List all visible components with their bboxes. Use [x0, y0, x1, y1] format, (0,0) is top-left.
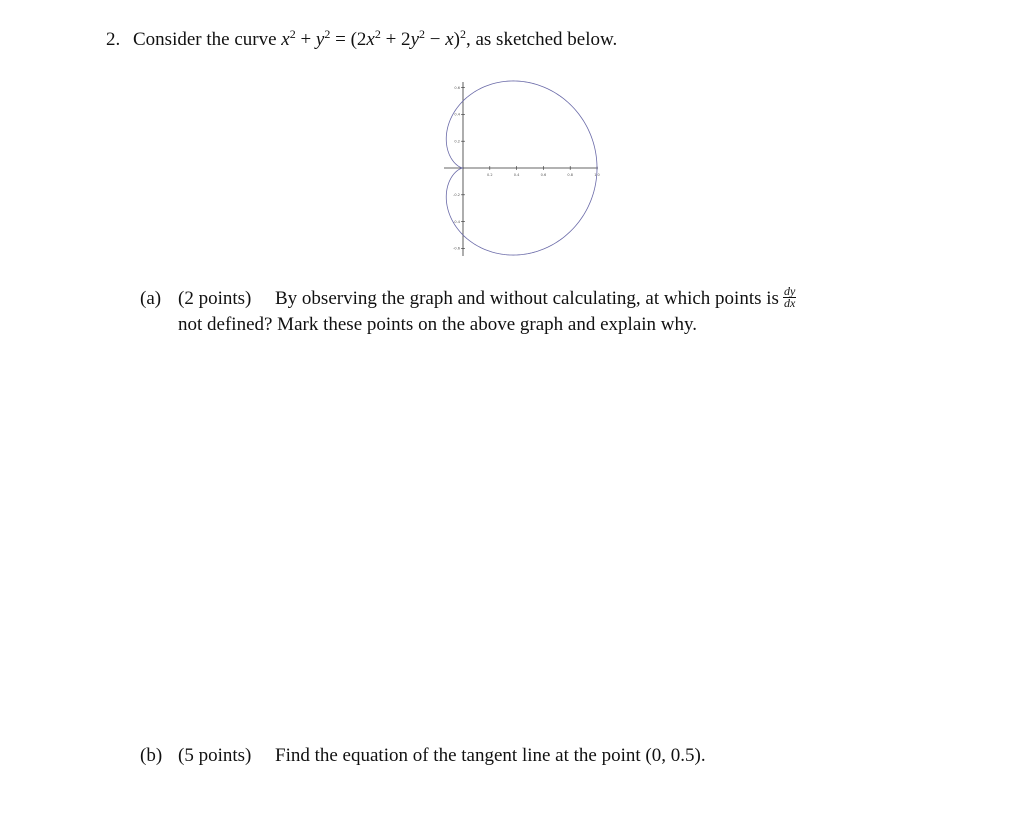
dy-dx-fraction	[783, 286, 796, 309]
part-a-points: (2 points)	[178, 288, 252, 309]
eq-lhs-y: y	[315, 29, 325, 50]
curve-graph	[430, 74, 620, 264]
eq-equals: =	[330, 29, 351, 50]
eq-lhs-exp1: 2	[289, 27, 296, 41]
eq-rhs-open: (2	[350, 29, 367, 50]
part-b-points: (5 points)	[178, 745, 252, 766]
y-tick-label: -0.4	[453, 219, 460, 224]
x-tick-label: 0.8	[567, 173, 573, 177]
part-a-question-line1	[275, 286, 796, 312]
x-tick-label: 0.4	[513, 173, 520, 177]
eq-rhs-exp2: 2	[419, 27, 425, 41]
part-a-line1-text: By observing the graph and without calculating, at which points is	[275, 288, 779, 309]
eq-rhs-exp1: 2	[374, 27, 381, 41]
eq-rhs-y: y	[410, 29, 419, 50]
problem-number: 2.	[106, 29, 121, 50]
eq-rhs-close: )	[453, 29, 460, 50]
part-b-label: (b)	[140, 745, 163, 766]
problem-intro-text: Consider the curve	[133, 29, 277, 50]
y-tick-label: 0.2	[454, 139, 460, 144]
x-tick-label: 1.0	[594, 173, 600, 177]
fraction-numerator: dy	[783, 284, 796, 299]
part-a-label: (a)	[140, 288, 162, 309]
eq-lhs-exp2: 2	[324, 27, 331, 41]
eq-rhs-minus: −	[425, 29, 446, 50]
eq-plus1: +	[295, 29, 316, 50]
x-tick-label: 0.6	[540, 173, 547, 177]
y-tick-label: 0.4	[454, 112, 460, 117]
eq-rhs-x2: x	[445, 29, 454, 50]
x-tick-label: 0.2	[487, 173, 493, 177]
eq-rhs-plus: + 2	[380, 29, 411, 50]
eq-lhs-x: x	[281, 29, 290, 50]
y-tick-label: 0.6	[454, 85, 460, 90]
fraction-denominator: dx	[783, 296, 796, 311]
problem-statement	[106, 27, 617, 53]
part-b-question: Find the equation of the tangent line at the point (0, 0.5).	[275, 745, 706, 766]
y-tick-label: -0.2	[453, 193, 460, 197]
eq-rhs-x: x	[366, 29, 375, 50]
part-a-question-line2: not defined? Mark these points on the above graph and explain why.	[178, 314, 698, 335]
problem-outro-text: , as sketched below.	[465, 29, 618, 50]
curve-equation	[281, 29, 466, 50]
y-tick-label: -0.6	[453, 246, 460, 251]
eq-rhs-exp3: 2	[459, 27, 466, 41]
